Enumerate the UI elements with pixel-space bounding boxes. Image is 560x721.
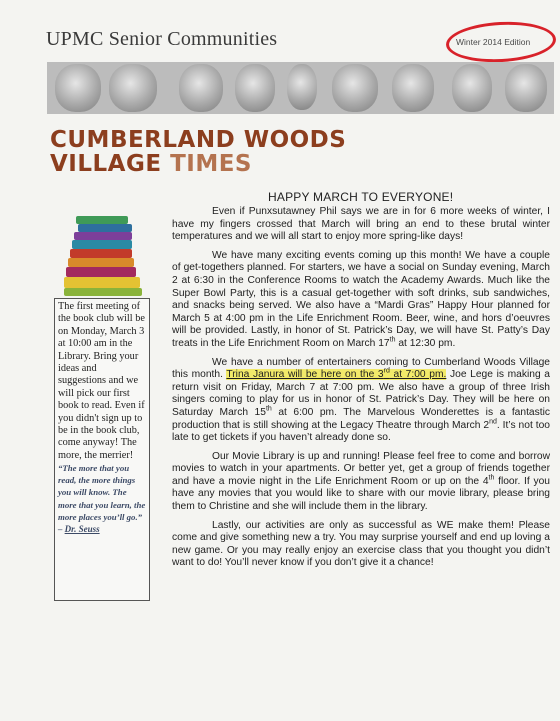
edition-label: Winter 2014 Edition (456, 37, 531, 47)
attribution-dash: – (58, 523, 65, 534)
masthead-times: TIMES (170, 151, 252, 177)
resident-photo (179, 64, 223, 112)
article-headline: HAPPY MARCH TO EVERYONE! (268, 190, 454, 204)
paragraph-movie-library (172, 451, 550, 514)
resident-photo (55, 64, 101, 112)
masthead-title-line2 (50, 151, 252, 177)
seuss-quote: “The more that you read, the more things you will know. The more that you learn, the more places you’ll go.” (58, 463, 146, 522)
residents-photo-strip (47, 62, 554, 114)
quote-attribution (58, 523, 146, 535)
highlight-text: Trina Janura will be here on the 3 (226, 369, 384, 381)
paragraph-entertainers (172, 357, 550, 445)
resident-photo (332, 64, 378, 112)
resident-photo (392, 64, 434, 112)
ordinal-suffix: th (488, 474, 495, 482)
entertainers-text-2: at 6:00 pm. The Marvelous Wonderettes is a fantastic production that is still showing at the Legacy Theatre through March 2 (172, 406, 550, 431)
entertainers-text-end: . It’s not too late to get tickets if you haven’t already done so. (172, 419, 550, 444)
masthead-title-line1: CUMBERLAND WOODS (50, 127, 347, 153)
resident-photo (452, 64, 492, 112)
resident-photo (109, 64, 157, 112)
paragraph-events (172, 250, 550, 351)
resident-photo (505, 64, 547, 112)
book-club-text: The first meeting of the book club will be on Monday, March 3 at 10:00 am in the Library. Bring your ideas and suggestions and we will pick our first book to read. Even if you didn't sign up to be in the book club, come anyway! The more, the merrier! (58, 301, 145, 461)
highlighted-entertainer (226, 369, 446, 380)
ordinal-suffix: rd (383, 367, 390, 375)
events-text: We have many exciting events coming up this month! We have a couple of get-togethers planned. For starters, we have a social on Sunday evening, March 2 at 6:30 in the Conference Rooms to watch the Academy Awards. Much like the Super Bowl Party, this is a casual get-together with soft drinks, sub sandwiches, and snacks being served. We also have a “Mardi Gras” Happy Hour planned for March 5 at 4:00 pm in the Life Enrichment Room. Beer, wine, and hors d’oeuvres will be provided. Lastly, in honor of St. Patrick’s Day, we will have St. Patty’s Day treats in the Life Enrichment Room on March 17 (172, 249, 550, 349)
paragraph-weather: Even if Punxsutawney Phil says we are in for 6 more weeks of winter, I have my fingers crossed that March will bring an end to these brutal winter temperatures and we will all start to enjoy more spring-like days! (172, 206, 550, 243)
masthead-village: VILLAGE (50, 151, 171, 177)
article-body (172, 206, 550, 576)
movie-text: Our Movie Library is up and running! Please feel free to come and borrow movies to watch in your apartments. Or better yet, get a group of friends together and have a movie night in the Life Enrichment Room or up on the 4 (172, 450, 550, 487)
entertainers-intro: We have a number of entertainers coming to Cumberland Woods Village this month. (172, 356, 550, 381)
events-text-end: at 12:30 pm. (395, 337, 456, 349)
highlight-text-end: at 7:00 pm. (389, 369, 447, 381)
book-club-sidebar (54, 298, 150, 601)
ordinal-suffix: nd (489, 418, 497, 426)
ordinal-suffix: th (265, 405, 272, 413)
book-stack-illustration (62, 212, 147, 300)
entertainers-text: Joe Lege is making a return visit on Friday, March 7 at 7:00 pm. We also have a group of three Irish singers coming to play for us in honor of St. Patrick’s Day. They will be here on Saturday March 15 (172, 369, 551, 418)
organization-name: UPMC Senior Communities (46, 28, 278, 50)
resident-photo (287, 64, 317, 110)
quote-author: Dr. Seuss (64, 523, 100, 534)
resident-photo (235, 64, 275, 112)
paragraph-closing: Lastly, our activities are only as successful as WE make them! Please come and give something new a try. You may surprise yourself and end up loving a new game. Or you may really enjoy an exercise class that you thought you didn’t want to do! You’ll never know if you don’t give it a chance! (172, 519, 550, 569)
ordinal-suffix: th (389, 336, 396, 344)
movie-text-end: floor. If you have any movies that you would like to share with our movie library, please bring them to Christine and she will include them in the library. (172, 475, 550, 513)
